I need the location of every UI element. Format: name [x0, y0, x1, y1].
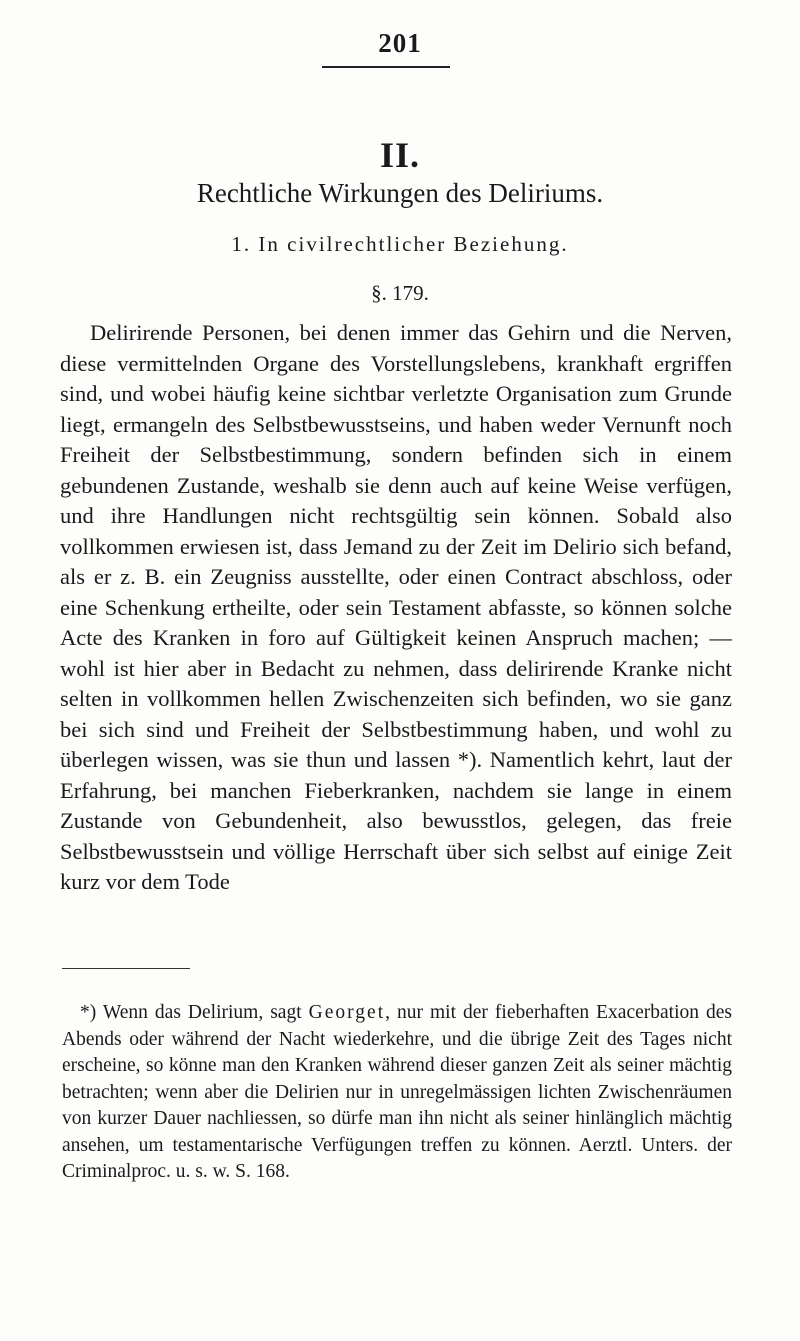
section-title: Rechtliche Wirkungen des Deliriums. — [196, 178, 604, 208]
paragraph-number: §. 179. — [371, 281, 429, 305]
footnote-author: Georget — [308, 1002, 386, 1023]
subsection-title: 1. In civilrechtlicher Beziehung. — [231, 232, 569, 256]
page-number: 201 — [378, 28, 422, 58]
footnote-text-start: Wenn das Delirium, sagt — [96, 1002, 309, 1023]
footnote-text-end: , nur mit der fieberhaften Exacerbation des Abends oder während der Nacht wiederkehre, und die übrige Zeit des Tages nicht erscheine, so könne man den Kranken während dieser ganzen Zeit als seiner mächtig betrachten; wenn aber die Delirien nur in unregelmässigen lichten Zwischenräumen von kurzer Dauer nachliessen, so dürfe man ihn nicht als seiner hinlänglich mächtig ansehen, um testamentarische Verfügungen treffen zu können. Aerztl. Unters. der Criminalproc. u. s. w. S. 168. — [62, 1002, 733, 1182]
footnote-marker: *) — [80, 1002, 97, 1023]
body-paragraph: Delirirende Personen, bei denen immer das Gehirn und die Nerven, diese vermittelnden Organe des Vorstellungslebens, krankhaft ergriffen sind, und wobei häufig keine sichtbar verletzte Organisation zum Grunde liegt, ermangeln des Selbstbewusstseins, und haben weder Vernunft noch Freiheit der Selbstbestimmung, sondern befinden sich in einem gebundenen Zustande, weshalb sie denn auch auf keine Weise verfügen, und ihre Handlungen nicht rechtsgültig sein können. Sobald also vollkommen erwiesen ist, dass Jemand zu der Zeit im Delirio sich befand, als er z. B. ein Zeugniss ausstellte, oder einen Contract abschloss, oder eine Schenkung ertheilte, oder sein Testament abfasste, so können solche Acte des Kranken in foro auf Gültigkeit keinen Anspruch machen; — wohl ist hier aber in Bedacht zu nehmen, dass delirirende Kranke nicht selten in vollkommen hellen Zwischenzeiten sich befinden, wo sie ganz bei sich sind und Freiheit der Selbstbestimmung haben, und wohl zu überlegen wissen, was sie thun und lassen *). Namentlich kehrt, laut der Erfahrung, bei manchen Fieberkranken, nachdem sie lange in einem Zustande von Gebundenheit, also bewusstlos, gelegen, das freie Selbstbewusstsein und völlige Herrschaft über sich selbst auf einige Zeit kurz vor dem Tode — [60, 320, 732, 894]
footnote — [62, 1000, 732, 1186]
header-rule — [322, 66, 450, 68]
section-number: II. — [379, 135, 421, 175]
footnote-rule — [62, 968, 190, 969]
